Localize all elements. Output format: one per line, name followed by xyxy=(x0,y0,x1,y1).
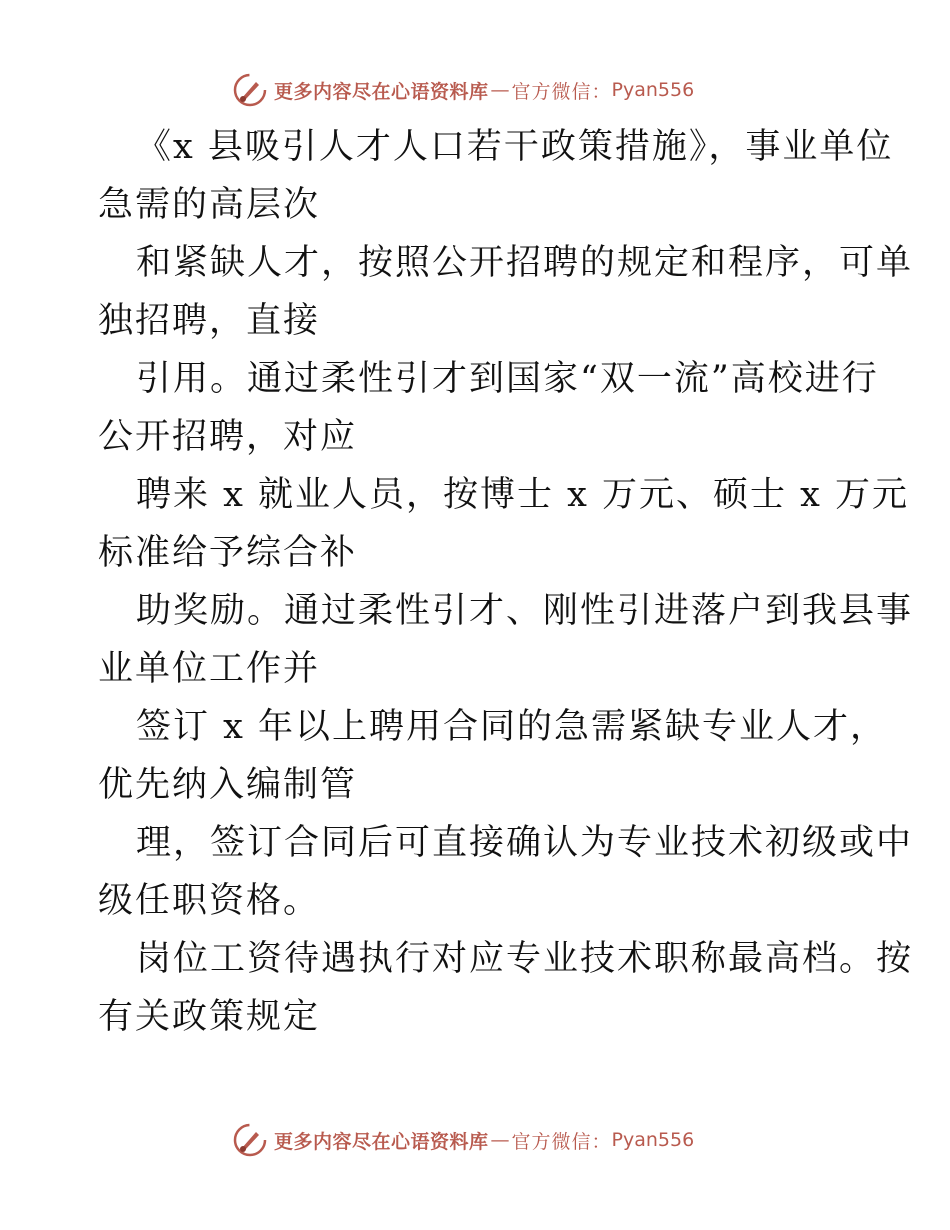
text-line: 公开招聘，对应 xyxy=(98,417,358,457)
text-line: 岗位工资待遇执行对应专业技术职称最高档。按 xyxy=(136,939,914,979)
text-line: 急需的高层次 xyxy=(98,185,321,225)
text-line: 和紧缺人才，按照公开招聘的规定和程序，可单 xyxy=(136,243,914,283)
text-line: 签订 x 年以上聘用合同的急需紧缺专业人才， xyxy=(136,707,887,747)
watermark-separator: — xyxy=(490,1129,510,1151)
text-line: 优先纳入编制管 xyxy=(98,765,358,805)
text-line: 引用。通过柔性引才到国家“双一流”高校进行 xyxy=(136,359,879,399)
header-watermark xyxy=(232,70,694,110)
watermark-wechat-id: Pyan556 xyxy=(611,79,695,101)
brush-logo-icon xyxy=(232,1122,268,1158)
document-body xyxy=(98,118,914,1046)
watermark-separator: — xyxy=(490,79,510,101)
text-line: 《x 县吸引人才人口若干政策措施》，事业单位 xyxy=(136,127,894,167)
text-line: 有关政策规定 xyxy=(98,997,321,1037)
watermark-wechat-id: Pyan556 xyxy=(611,1129,695,1151)
text-line: 级任职资格。 xyxy=(98,881,321,921)
text-line: 助奖励。通过柔性引才、刚性引进落户到我县事 xyxy=(136,591,914,631)
footer-watermark xyxy=(232,1120,694,1160)
watermark-brand: 更多内容尽在心语资料库 xyxy=(274,80,489,103)
text-line: 标准给予综合补 xyxy=(98,533,358,573)
brush-logo-icon xyxy=(232,72,268,108)
watermark-official-label: 官方微信： xyxy=(511,80,612,103)
text-line: 聘来 x 就业人员，按博士 x 万元、硕士 x 万元 xyxy=(136,475,909,515)
watermark-brand: 更多内容尽在心语资料库 xyxy=(274,1130,489,1153)
watermark-official-label: 官方微信： xyxy=(511,1130,612,1153)
text-line: 理，签订合同后可直接确认为专业技术初级或中 xyxy=(136,823,914,863)
text-line: 业单位工作并 xyxy=(98,649,321,689)
text-line: 独招聘，直接 xyxy=(98,301,321,341)
